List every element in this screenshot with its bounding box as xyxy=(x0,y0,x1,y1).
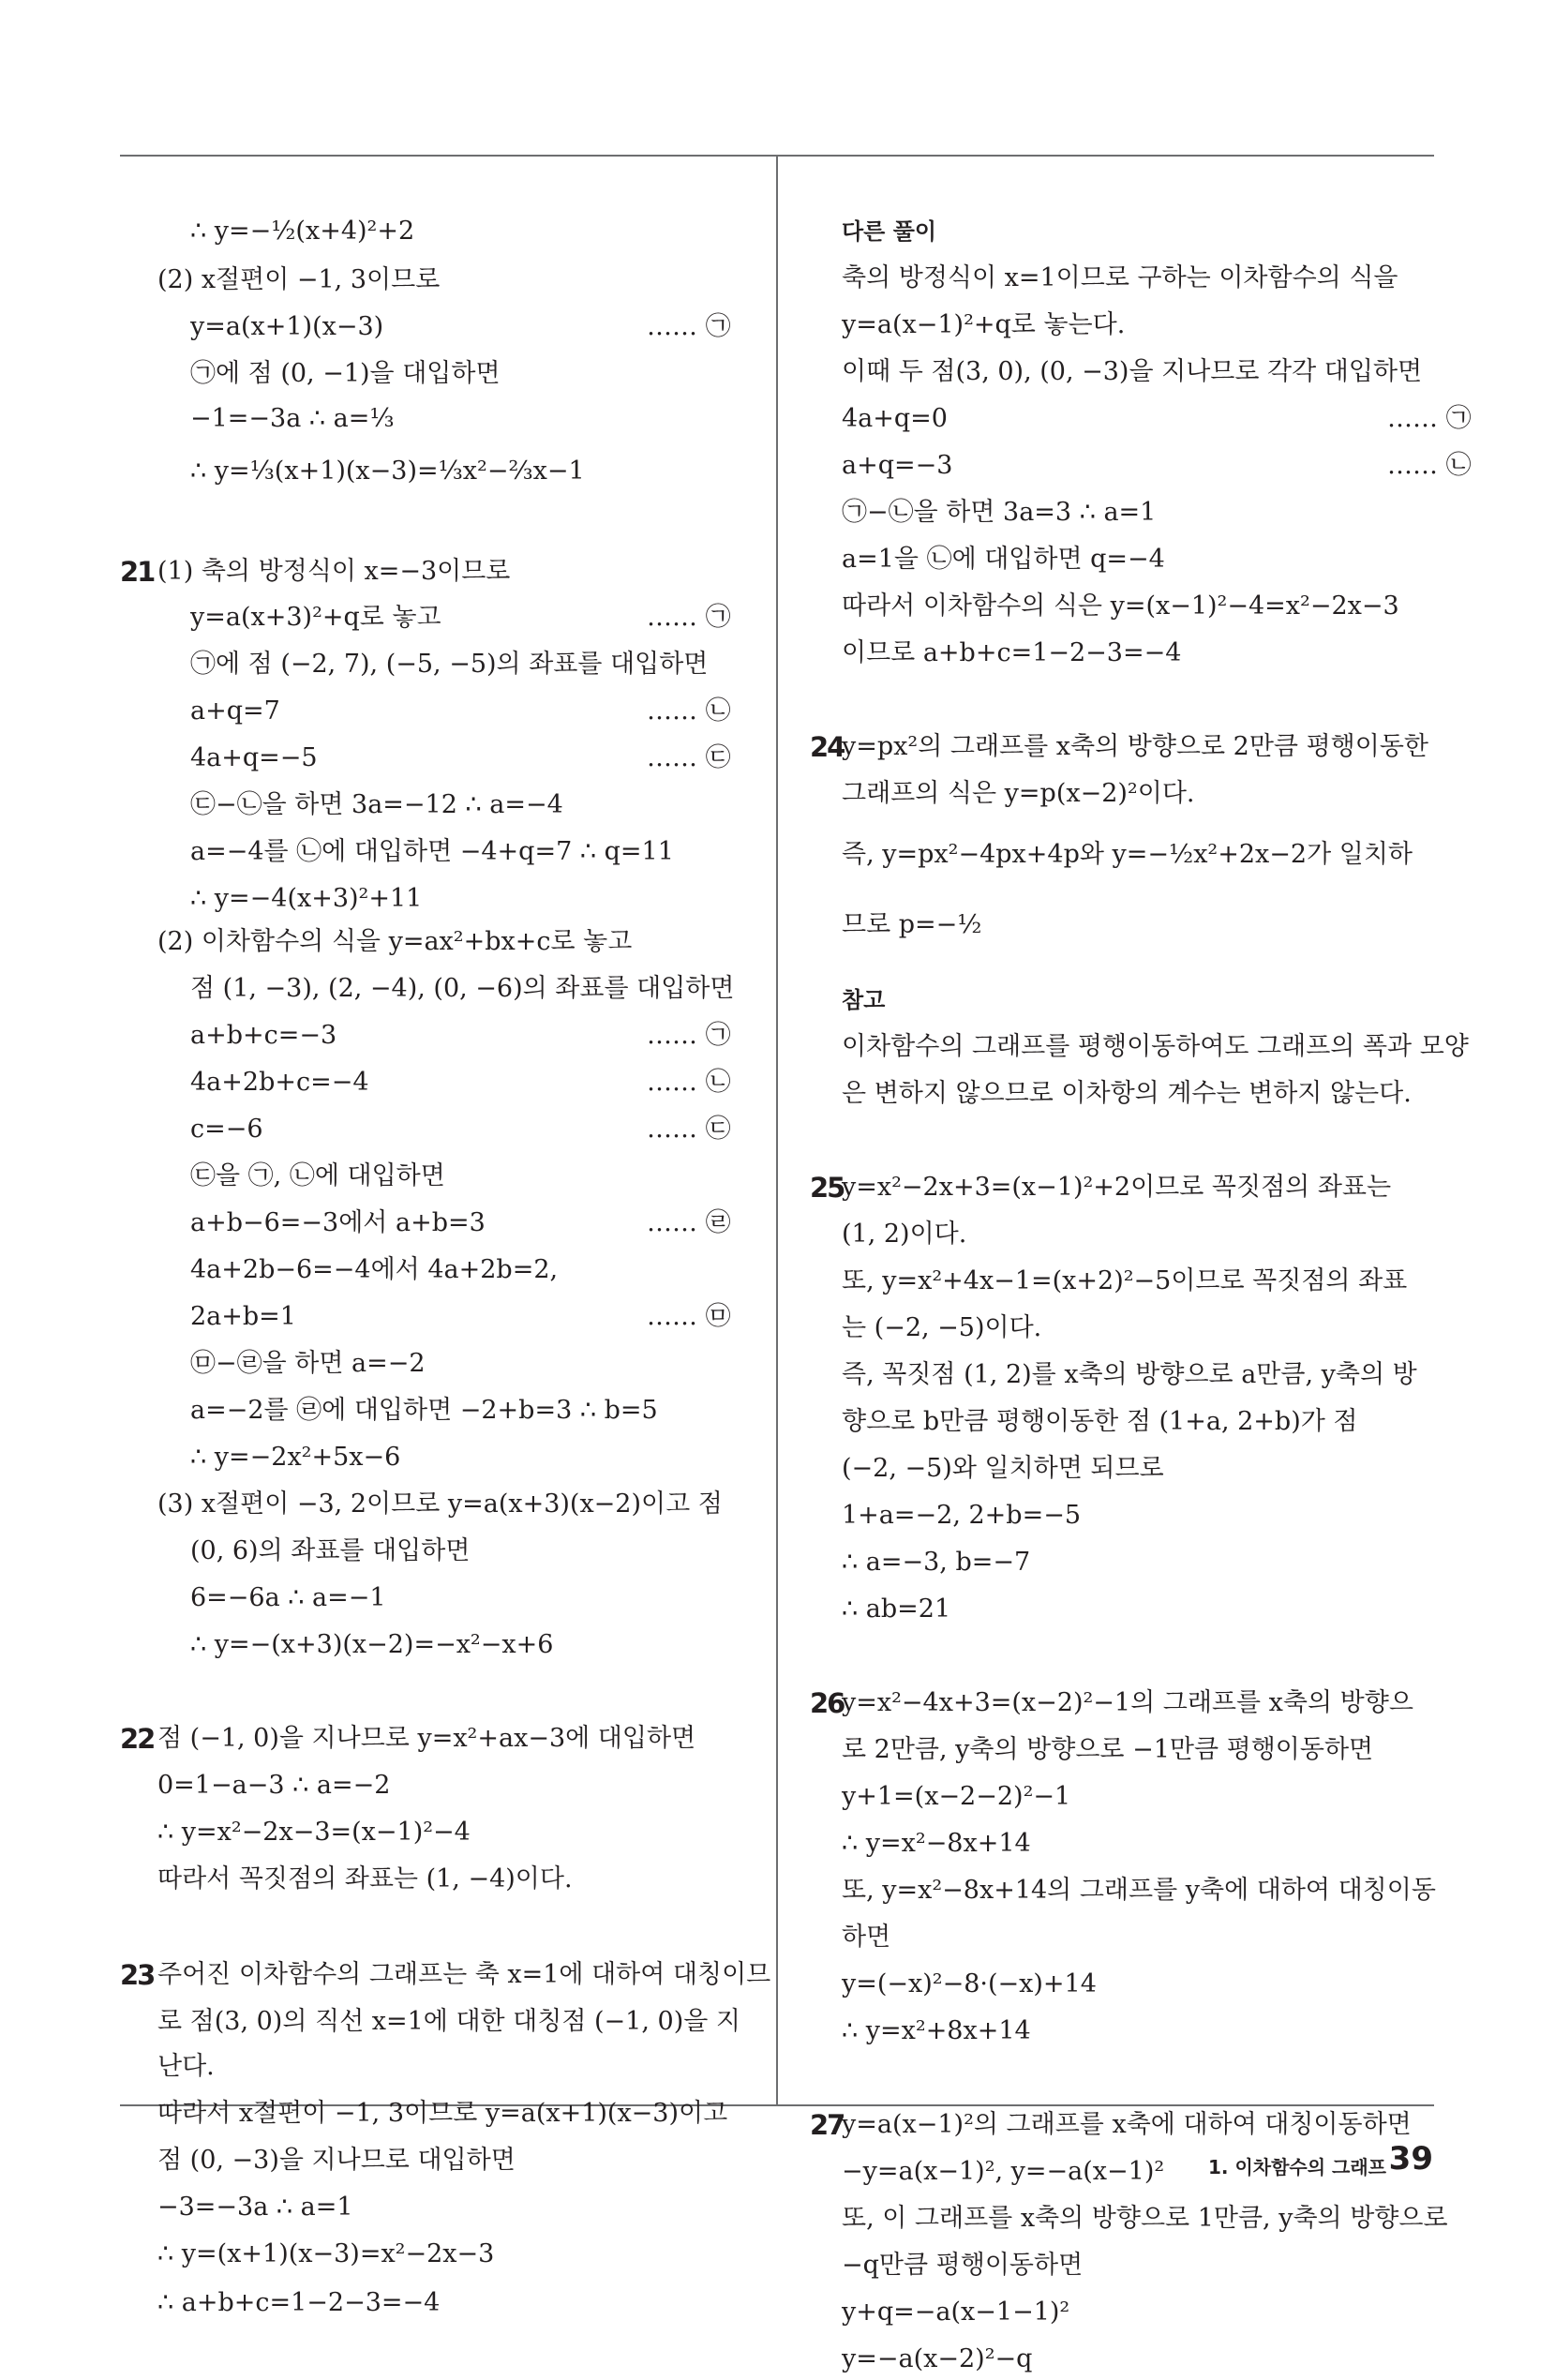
line-text: 이때 두 점(3, 0), (0, −3)을 지나므로 각각 대입하면 xyxy=(842,357,1423,386)
line-text: ∴ y=⅓(x+1)(x−3)=⅓x²−⅔x−1 xyxy=(190,457,585,486)
line-text: (3) x절편이 −3, 2이므로 y=a(x+3)(x−2)이고 점 xyxy=(157,1489,723,1519)
line-text: 즉, y=px²−4px+4p와 y=−½x²+2x−2가 일치하 xyxy=(842,840,1413,869)
equation-marker: …… ㉡ xyxy=(647,1068,731,1097)
line-text: (1, 2)이다. xyxy=(842,1220,967,1249)
line-text: 난다. xyxy=(157,2052,215,2081)
line-text: 6=−6a ∴ a=−1 xyxy=(190,1583,386,1612)
left-line xyxy=(190,353,501,395)
left-line xyxy=(157,1765,390,1806)
line-text: 점 (−1, 0)을 지나므로 y=x²+ax−3에 대입하면 xyxy=(157,1724,696,1753)
right-line xyxy=(810,2104,1412,2146)
line-text: 그래프의 식은 y=p(x−2)²이다. xyxy=(842,779,1195,808)
line-text: 축의 방정식이 x=1이므로 구하는 이차함수의 식을 xyxy=(842,263,1398,292)
line-text: ㉠에 점 (0, −1)을 대입하면 xyxy=(190,359,501,388)
right-line xyxy=(842,398,1472,440)
right-line xyxy=(842,586,1399,627)
left-line xyxy=(157,2234,494,2275)
left-line xyxy=(157,1484,723,1525)
column-divider xyxy=(776,155,778,2104)
page-number: 39 xyxy=(1388,2140,1433,2178)
equation-marker: …… ㉠ xyxy=(647,603,731,632)
line-text: a=−4를 ㉡에 대입하면 −4+q=7 ∴ q=11 xyxy=(190,837,674,866)
right-line xyxy=(842,773,1194,815)
equation-marker: …… ㉡ xyxy=(647,696,731,726)
right-line xyxy=(842,980,885,1021)
left-line xyxy=(120,1954,771,1996)
left-line xyxy=(190,1156,445,1197)
line-text: ㉠−㉡을 하면 3a=3 ∴ a=1 xyxy=(842,498,1157,527)
left-line xyxy=(190,597,731,638)
line-text: y+1=(x−2−2)²−1 xyxy=(842,1782,1071,1811)
equation-marker: …… ㉢ xyxy=(647,743,731,772)
right-line xyxy=(810,1167,1392,1208)
line-text: 또, y=x²−8x+14의 그래프를 y축에 대하여 대칭이동 xyxy=(842,1876,1436,1905)
line-text: ㉠에 점 (−2, 7), (−5, −5)의 좌표를 대입하면 xyxy=(190,650,709,679)
right-line xyxy=(842,258,1398,299)
right-line xyxy=(842,2245,1083,2286)
line-text: 따라서 이차함수의 식은 y=(x−1)²−4=x²−2x−3 xyxy=(842,591,1399,621)
line-text: 점 (1, −3), (2, −4), (0, −6)의 좌표를 대입하면 xyxy=(190,974,735,1003)
line-text: a+b+c=−3 xyxy=(190,1021,337,1050)
line-text: y=x²−4x+3=(x−2)²−1의 그래프를 x축의 방향으 xyxy=(842,1688,1413,1717)
left-line xyxy=(157,1859,573,1900)
left-line xyxy=(157,2093,727,2134)
right-line xyxy=(842,539,1165,580)
problem-number: 22 xyxy=(120,1723,155,1755)
left-line xyxy=(190,1437,400,1478)
right-line xyxy=(842,1542,1030,1583)
line-text: 또, 이 그래프를 x축의 방향으로 1만큼, y축의 방향으로 xyxy=(842,2204,1448,2233)
line-text: ∴ y=−2x²+5x−6 xyxy=(190,1443,401,1472)
problem-number: 24 xyxy=(810,731,845,763)
problem-number: 21 xyxy=(120,556,155,588)
line-text: −1=−3a ∴ a=⅓ xyxy=(190,404,395,433)
right-line xyxy=(842,1308,1041,1349)
right-line xyxy=(842,905,981,946)
right-line xyxy=(842,633,1181,674)
right-line xyxy=(842,1214,966,1255)
right-line xyxy=(842,1776,1070,1818)
left-line xyxy=(157,1812,471,1853)
right-line xyxy=(842,492,1156,533)
problem-number: 23 xyxy=(120,1959,155,1991)
line-text: (2) 이차함수의 식을 y=ax²+bx+c로 놓고 xyxy=(157,927,633,956)
left-line xyxy=(157,2046,215,2088)
line-text: 4a+2b−6=−4에서 4a+2b=2, xyxy=(190,1255,559,1284)
right-line xyxy=(842,1917,890,1958)
right-line xyxy=(842,1448,1164,1489)
line-text: a=−2를 ㉣에 대입하면 −2+b=3 ∴ b=5 xyxy=(190,1396,658,1425)
left-line xyxy=(190,1250,558,1291)
left-line xyxy=(190,451,585,492)
line-text: (2) x절편이 −1, 3이므로 xyxy=(157,265,441,294)
line-text: ∴ ab=21 xyxy=(842,1594,951,1624)
line-text: ∴ y=x²+8x+14 xyxy=(842,2016,1031,2045)
left-line xyxy=(190,1203,731,1244)
left-line xyxy=(190,1624,553,1666)
right-line xyxy=(842,1964,1097,2005)
left-line xyxy=(190,1578,386,1619)
left-line xyxy=(190,1531,470,1572)
line-text: y=a(x−1)²의 그래프를 x축에 대하여 대칭이동하면 xyxy=(842,2110,1412,2139)
line-text: a=1을 ㉡에 대입하면 q=−4 xyxy=(842,545,1165,574)
line-text: ㉢을 ㉠, ㉡에 대입하면 xyxy=(190,1161,445,1190)
left-line xyxy=(190,1343,426,1385)
left-line xyxy=(190,398,395,440)
line-text: y=(−x)²−8·(−x)+14 xyxy=(842,1969,1097,1998)
left-line xyxy=(190,968,734,1010)
line-text: 로 2만큼, y축의 방향으로 −1만큼 평행이동하면 xyxy=(842,1735,1374,1764)
line-text: ㉤−㉣을 하면 a=−2 xyxy=(190,1349,426,1378)
section-tag: 참고 xyxy=(842,987,886,1013)
left-line xyxy=(190,691,731,732)
line-text: c=−6 xyxy=(190,1115,263,1144)
line-text: 향으로 b만큼 평행이동한 점 (1+a, 2+b)가 점 xyxy=(842,1407,1358,1436)
line-text: 하면 xyxy=(842,1923,891,1952)
line-text: 따라서 꼭짓점의 좌표는 (1, −4)이다. xyxy=(157,1864,573,1894)
right-line xyxy=(810,726,1429,768)
right-line xyxy=(842,1589,950,1630)
line-text: 즉, 꼭짓점 (1, 2)를 x축의 방향으로 a만큼, y축의 방 xyxy=(842,1360,1417,1389)
line-text: (0, 6)의 좌표를 대입하면 xyxy=(190,1536,471,1565)
right-line xyxy=(842,352,1422,393)
left-line xyxy=(190,307,731,348)
left-line xyxy=(190,1015,731,1056)
line-text: 따라서 x절편이 −1, 3이므로 y=a(x+1)(x−3)이고 xyxy=(157,2099,728,2128)
right-line xyxy=(842,1729,1373,1771)
right-line xyxy=(842,445,1472,486)
line-text: a+b−6=−3에서 a+b=3 xyxy=(190,1208,486,1237)
line-text: ∴ a=−3, b=−7 xyxy=(842,1548,1031,1577)
right-line xyxy=(842,1401,1357,1443)
line-text: (1) 축의 방정식이 x=−3이므로 xyxy=(157,557,511,586)
right-line xyxy=(842,834,1413,876)
line-text: y=a(x+3)²+q로 놓고 xyxy=(190,603,441,632)
line-text: y=x²−2x+3=(x−1)²+2이므로 꼭짓점의 좌표는 xyxy=(842,1173,1392,1202)
equation-marker: …… ㉢ xyxy=(647,1115,731,1144)
left-line xyxy=(190,1390,658,1431)
left-line xyxy=(190,785,563,826)
line-text: ∴ y=x²−2x−3=(x−1)²−4 xyxy=(157,1818,471,1847)
right-line xyxy=(842,1073,1412,1115)
line-text: ∴ a+b+c=1−2−3=−4 xyxy=(157,2288,441,2317)
line-text: ㉢−㉡을 하면 3a=−12 ∴ a=−4 xyxy=(190,790,563,819)
line-text: y+q=−a(x−1−1)² xyxy=(842,2298,1070,2327)
line-text: 1+a=−2, 2+b=−5 xyxy=(842,1501,1081,1530)
left-line xyxy=(190,1062,731,1103)
line-text: 주어진 이차함수의 그래프는 축 x=1에 대하여 대칭이므 xyxy=(157,1960,771,1989)
line-text: y=a(x−1)²+q로 놓는다. xyxy=(842,310,1126,339)
left-line xyxy=(190,644,708,685)
line-text: ∴ y=(x+1)(x−3)=x²−2x−3 xyxy=(157,2239,495,2268)
right-line xyxy=(842,2198,1448,2239)
right-line xyxy=(842,1261,1407,1302)
line-text: 0=1−a−3 ∴ a=−2 xyxy=(157,1771,391,1800)
line-text: ∴ y=−½(x+4)²+2 xyxy=(190,217,415,246)
right-line xyxy=(842,1870,1436,1911)
line-text: y=px²의 그래프를 x축의 방향으로 2만큼 평행이동한 xyxy=(842,732,1429,761)
line-text: a+q=7 xyxy=(190,696,280,726)
line-text: ∴ y=−4(x+3)²+11 xyxy=(190,884,423,913)
line-text: y=−a(x−2)²−q xyxy=(842,2344,1033,2373)
line-text: 은 변하지 않으므로 이차항의 계수는 변하지 않는다. xyxy=(842,1079,1412,1108)
equation-marker: …… ㉠ xyxy=(1387,404,1472,433)
line-text: 이차함수의 그래프를 평행이동하여도 그래프의 폭과 모양 xyxy=(842,1032,1469,1061)
line-text: 는 (−2, −5)이다. xyxy=(842,1313,1042,1342)
equation-marker: …… ㉠ xyxy=(647,1021,731,1050)
right-line xyxy=(842,1026,1469,1068)
left-line xyxy=(120,1718,696,1759)
left-line xyxy=(190,1296,731,1338)
problem-number: 27 xyxy=(810,2109,845,2141)
right-line xyxy=(842,2292,1069,2333)
line-text: 또, y=x²+4x−1=(x+2)²−5이므로 꼭짓점의 좌표 xyxy=(842,1266,1408,1295)
left-line xyxy=(120,551,511,592)
right-line xyxy=(842,2011,1031,2052)
left-line xyxy=(190,738,731,779)
equation-marker: …… ㉤ xyxy=(647,1302,731,1331)
line-text: 2a+b=1 xyxy=(190,1302,296,1331)
left-line xyxy=(157,2283,440,2324)
line-text: 이므로 a+b+c=1−2−3=−4 xyxy=(842,638,1182,667)
footer-section-title: 1. 이차함수의 그래프 xyxy=(1208,2156,1386,2178)
equation-marker: …… ㉣ xyxy=(647,1208,731,1237)
right-line xyxy=(810,1683,1413,1724)
left-line xyxy=(157,2187,353,2228)
equation-marker: …… ㉡ xyxy=(1387,451,1472,480)
line-text: ∴ y=−(x+3)(x−2)=−x²−x+6 xyxy=(190,1630,554,1659)
line-text: −y=a(x−1)², y=−a(x−1)² xyxy=(842,2157,1165,2186)
line-text: a+q=−3 xyxy=(842,451,953,480)
right-line xyxy=(842,2339,1032,2380)
line-text: y=a(x+1)(x−3) xyxy=(190,312,384,341)
line-text: 로 점(3, 0)의 직선 x=1에 대한 대칭점 (−1, 0)을 지 xyxy=(157,2007,740,2036)
line-text: 4a+q=−5 xyxy=(190,743,318,772)
right-line xyxy=(842,1355,1417,1396)
right-line xyxy=(842,305,1125,346)
left-line xyxy=(190,211,414,252)
line-text: −q만큼 평행이동하면 xyxy=(842,2251,1084,2280)
section-tag: 다른 풀이 xyxy=(842,218,937,245)
right-line xyxy=(842,211,936,252)
equation-marker: …… ㉠ xyxy=(647,312,731,341)
line-text: 4a+2b+c=−4 xyxy=(190,1068,369,1097)
left-line xyxy=(190,831,674,873)
right-line xyxy=(842,1823,1031,1864)
line-text: 므로 p=−½ xyxy=(842,910,982,939)
right-line xyxy=(842,1495,1081,1536)
line-text: 4a+q=0 xyxy=(842,404,948,433)
left-line xyxy=(157,260,440,301)
problem-number: 26 xyxy=(810,1687,845,1719)
line-text: −3=−3a ∴ a=1 xyxy=(157,2193,353,2222)
right-line xyxy=(842,2151,1164,2193)
problem-number: 25 xyxy=(810,1172,845,1204)
left-line xyxy=(157,2140,516,2181)
left-line xyxy=(190,1109,731,1150)
line-text: (−2, −5)와 일치하면 되므로 xyxy=(842,1454,1164,1483)
left-line xyxy=(157,921,632,963)
left-line xyxy=(190,878,422,920)
line-text: 점 (0, −3)을 지나므로 대입하면 xyxy=(157,2146,516,2175)
left-line xyxy=(157,2001,740,2043)
line-text: ∴ y=x²−8x+14 xyxy=(842,1829,1031,1858)
